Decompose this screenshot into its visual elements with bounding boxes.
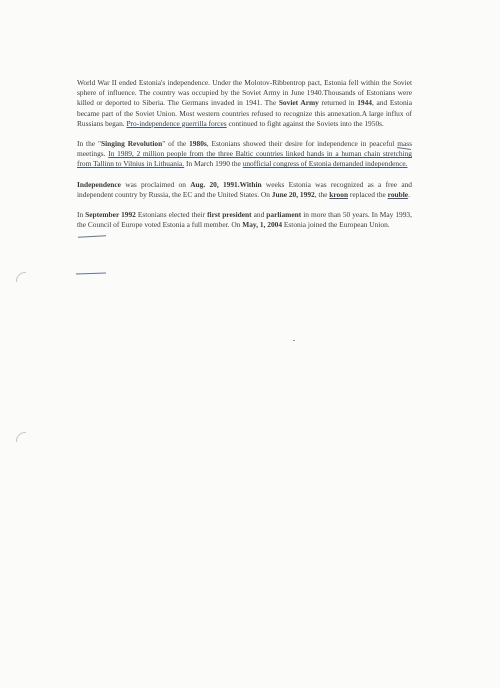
text-segment: continued to fight against the Soviets into the 1950s. <box>226 118 384 128</box>
text-segment: kroon <box>329 189 349 199</box>
text-segment: rouble <box>387 189 409 199</box>
text-segment: In March 1990 the <box>184 159 243 169</box>
text-segment: Estonians elected their <box>135 210 208 220</box>
document-body <box>77 78 412 240</box>
punch-hole-mark-bottom <box>16 432 26 442</box>
text-segment: returned in <box>318 98 358 108</box>
text-segment: was proclaimed on <box>120 179 191 189</box>
pen-stroke-mark-3 <box>76 272 106 274</box>
scan-speck <box>293 340 295 341</box>
text-segment: in more than 50 years. In May 1993, the Council of Europe voted Estonia a full member. On <box>77 210 412 230</box>
text-segment: and <box>251 210 267 220</box>
text-segment: weeks Estonia was recognized as a free and independent country by Russia, the EC and the United States. On <box>77 179 412 199</box>
text-segment: May, 1, 2004 <box>242 220 283 230</box>
paragraph-ww2 <box>77 78 412 129</box>
text-segment: , Estonians showed their desire for independence in peaceful mass meetings. <box>77 139 412 159</box>
text-segment: Independence <box>77 179 121 189</box>
text-segment: In the " <box>77 139 101 149</box>
text-segment: Estonia joined the European Union. <box>282 220 390 230</box>
punch-hole-mark-top <box>16 272 26 282</box>
paragraph-eu-membership <box>77 210 412 230</box>
text-segment: September 1992 <box>85 210 136 220</box>
text-segment: 1944 <box>357 98 372 108</box>
text-segment: " of the <box>162 139 190 149</box>
text-segment: . <box>408 189 410 199</box>
text-segment: In <box>77 210 86 220</box>
text-segment: unofficial congress of Estonia demanded independence. <box>242 159 408 169</box>
text-segment: Aug. 20, 1991.Within <box>190 179 262 189</box>
text-segment: June 20, 1992 <box>271 189 315 199</box>
text-segment: World War II ended Estonia's independence. Under the Molotov-Ribbentrop pact, Estonia fell within the Soviet sphere of influence. The country was occupied by the Soviet Army in June 1940.Thousands of Estonians were killed or deported to Siberia. The Germans invaded in 1941. The <box>77 78 412 108</box>
text-segment: Pro-independence guerrilla forces <box>126 118 227 128</box>
text-segment: parliament <box>266 210 302 220</box>
text-segment: , the <box>314 189 330 199</box>
text-segment: first president <box>207 210 252 220</box>
text-segment: Soviet Army <box>278 98 319 108</box>
paragraph-independence <box>77 180 412 200</box>
paragraph-singing-revolution <box>77 139 412 170</box>
text-segment: replaced the <box>348 189 388 199</box>
text-segment: 1980s <box>189 139 207 149</box>
text-segment: Singing Revolution <box>101 139 163 149</box>
text-segment: In 1989, 2 million people from the three Baltic countries linked hands in a human chain stretching from Tallinn to Vilnius in Lithuania. <box>77 149 412 169</box>
text-segment: , and Estonia became part of the Soviet Union. Most western countries refused to recognize this annexation.A large influx of Russians began. <box>77 98 412 128</box>
